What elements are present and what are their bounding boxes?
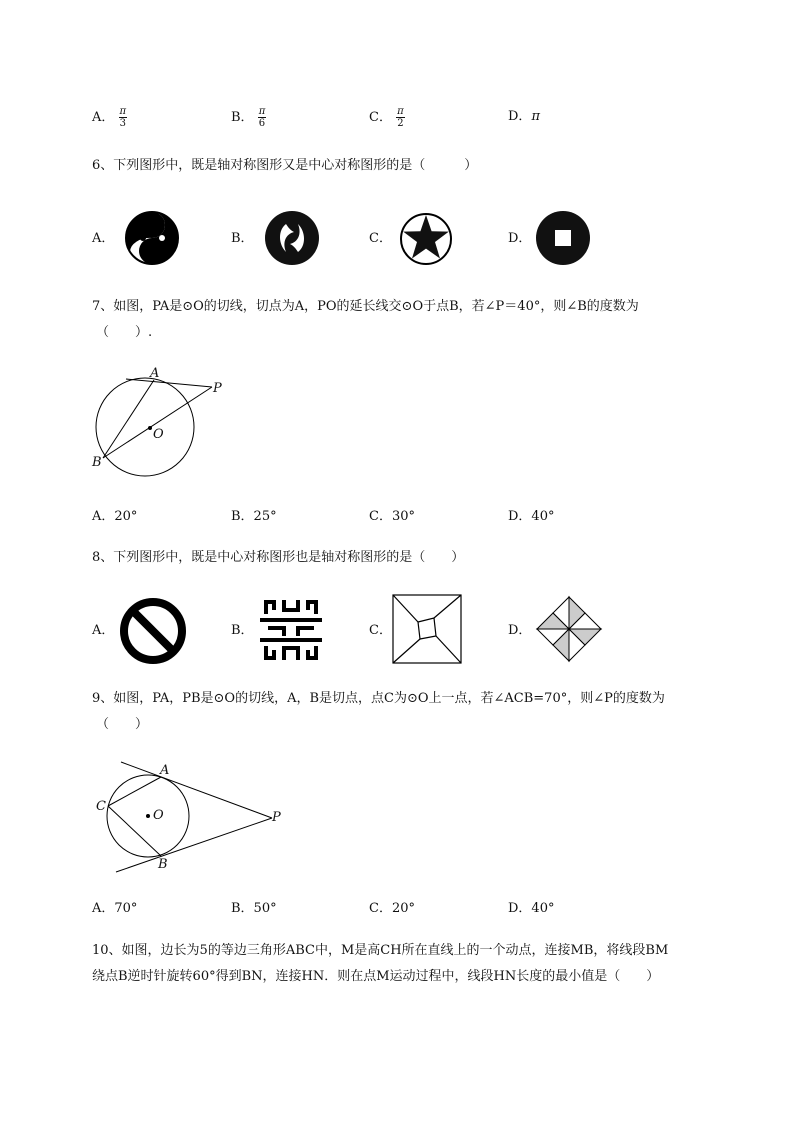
q9-label-o: O	[153, 808, 164, 823]
question-9-stem-line1: 9、如图，PA，PB是⊙O的切线，A，B是切点，点C为⊙O上一点，若∠ACB=70°，则∠P的度数为	[92, 691, 665, 706]
q8-option-c-label: C．	[369, 623, 392, 638]
q6-option-d-label: D．	[508, 231, 532, 246]
q7-label-b: B	[92, 455, 102, 470]
q5-option-d: D．π	[508, 109, 540, 124]
option-letter: B．	[231, 110, 254, 125]
q6-option-b-label: B．	[231, 231, 254, 246]
option-letter: A．	[92, 110, 115, 125]
question-7-stem-line1: 7、如图，PA是⊙O的切线，切点为A，PO的延长线交⊙O于点B，若∠P＝40°，则∠B的度数为	[92, 299, 639, 314]
question-7-stem-line2: （ ）.	[96, 325, 153, 340]
option-letter: D．	[508, 109, 532, 124]
q7-label-o: O	[153, 427, 164, 442]
question-8-stem: 8、下列图形中，既是中心对称图形也是轴对称图形的是（ ）	[92, 550, 465, 565]
q9-label-c: C	[96, 799, 106, 814]
question-10-stem-line2: 绕点B逆时针旋转60°得到BN，连接HN．则在点M运动过程中，线段HN长度的最小值是（ ）	[92, 969, 660, 984]
q7-label-a: A	[150, 366, 160, 381]
q8-option-a-label: A．	[92, 623, 115, 638]
q9-option-b: B．50°	[231, 901, 277, 916]
q9-option-a: A．70°	[92, 901, 138, 916]
question-6-stem: 6、下列图形中，既是轴对称图形又是中心对称图形的是（ ）	[92, 158, 478, 173]
q9-label-b: B	[158, 857, 168, 872]
q9-label-p: P	[272, 810, 281, 825]
fraction: $\frac{\pi}{3}$	[119, 106, 127, 129]
q9-option-d: D．40°	[508, 901, 555, 916]
q8-option-d-label: D．	[508, 623, 532, 638]
q7-option-d: D．40°	[508, 509, 555, 524]
fraction: $\frac{\pi}{6}$	[258, 106, 266, 129]
question-9-stem-line2: （ ）	[96, 717, 149, 732]
q7-option-b: B．25°	[231, 509, 277, 524]
fraction: $\frac{\pi}{2}$	[397, 106, 404, 129]
option-letter: C．	[369, 110, 392, 125]
q7-option-a: A．20°	[92, 509, 138, 524]
question-10-stem-line1: 10、如图，边长为5的等边三角形ABC中，M是高CH所在直线上的一个动点，连接MB，将线段BM	[92, 943, 669, 958]
q8-option-b-label: B．	[231, 623, 254, 638]
q7-option-c: C．30°	[369, 509, 415, 524]
q7-label-p: P	[213, 381, 222, 396]
q9-label-a: A	[160, 763, 170, 778]
q9-option-c: C．20°	[369, 901, 415, 916]
q6-option-c-label: C．	[369, 231, 392, 246]
q6-option-a-label: A．	[92, 231, 115, 246]
